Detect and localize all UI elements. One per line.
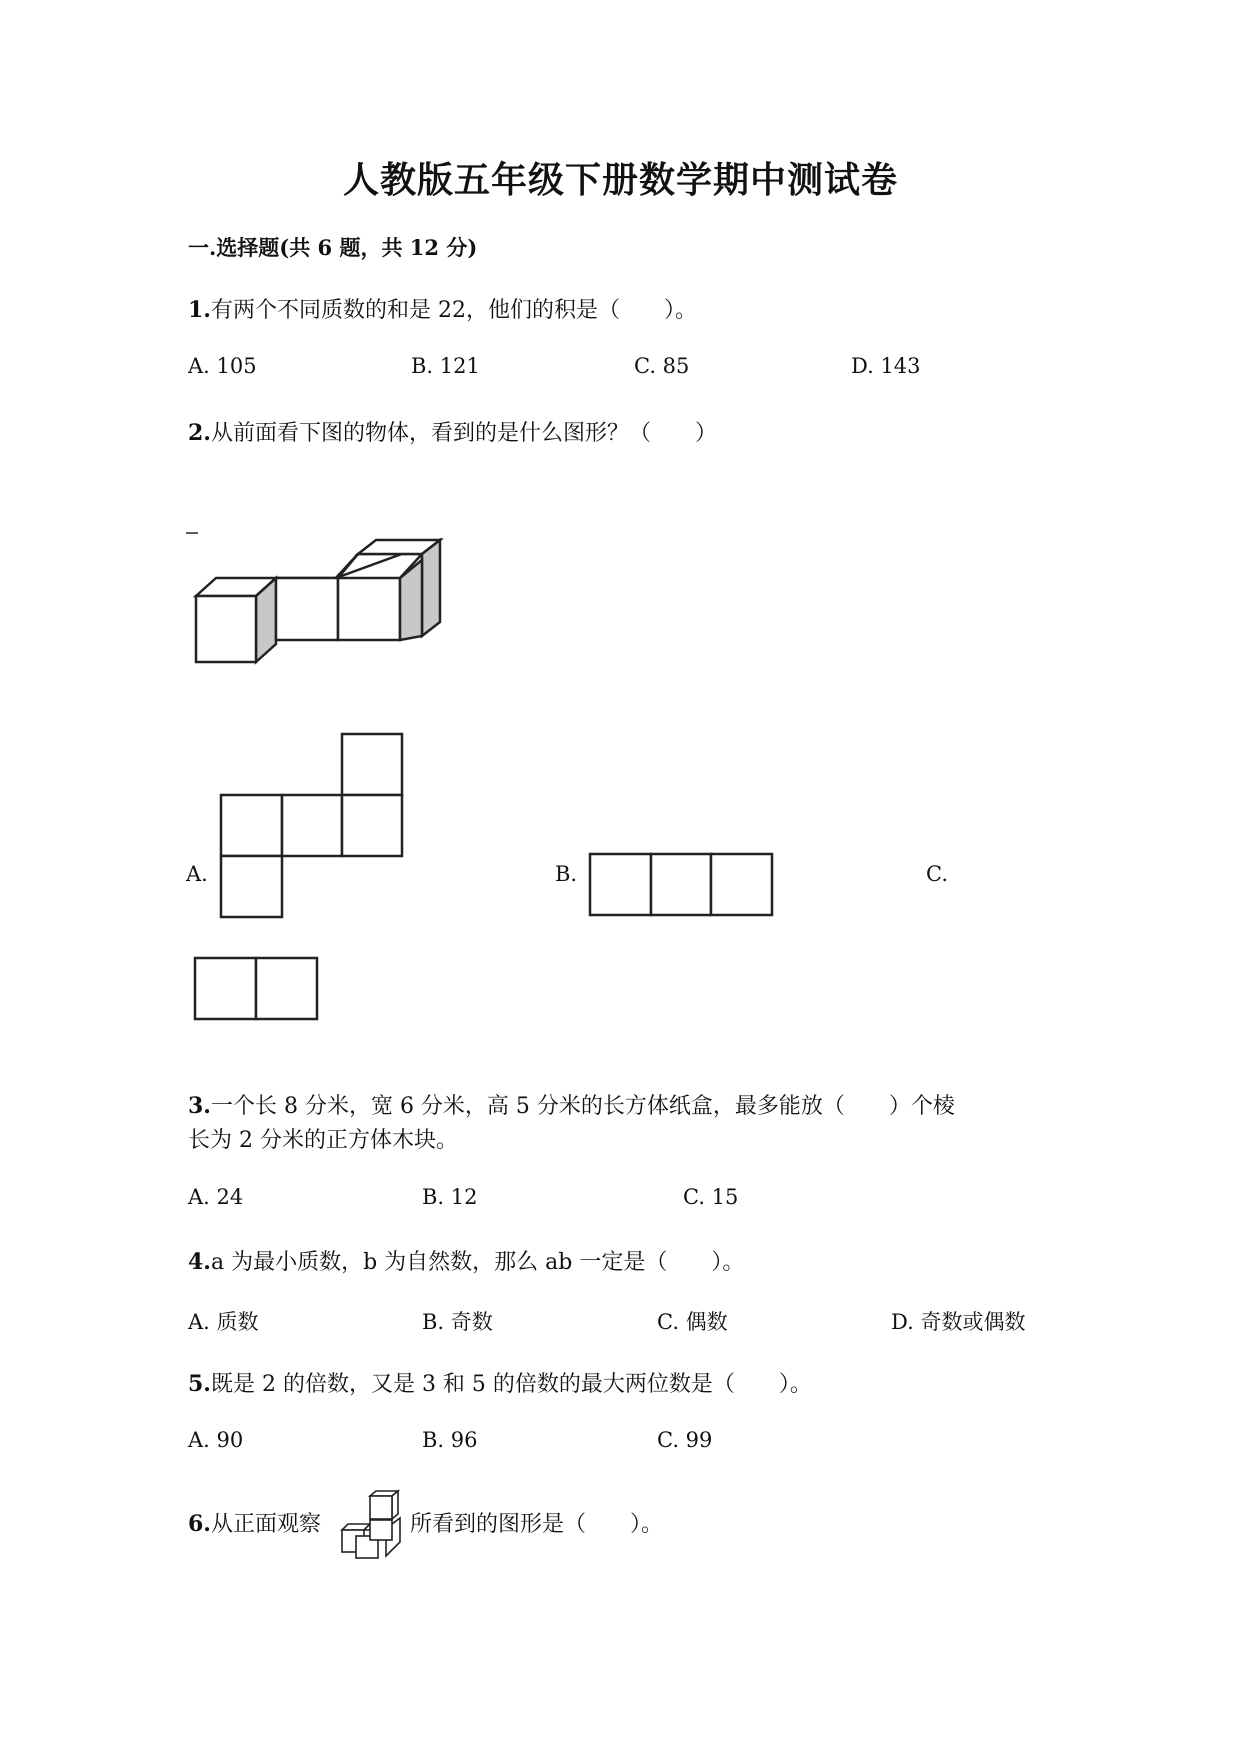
- option-a[interactable]: A. 质数: [188, 1310, 259, 1334]
- page-title: 人教版五年级下册数学期中测试卷: [342, 159, 898, 201]
- option-c[interactable]: C. 偶数: [657, 1310, 728, 1334]
- option-a[interactable]: A.: [186, 862, 208, 886]
- option-a[interactable]: A. 90: [188, 1428, 244, 1452]
- cube-figure-q2: [186, 530, 456, 670]
- question-number: 2.: [188, 420, 211, 446]
- question-2: [188, 416, 717, 447]
- question-text: 一个长 8 分米，宽 6 分米，高 5 分米的长方体纸盒，最多能放（ ）个棱: [210, 1094, 955, 1119]
- option-c[interactable]: C. 85: [634, 354, 690, 378]
- option-b[interactable]: B. 96: [422, 1428, 478, 1452]
- question-5: [188, 1367, 812, 1398]
- option-a[interactable]: A. 105: [188, 354, 257, 378]
- cube-figure-q6: [340, 1490, 406, 1562]
- option-a-figure[interactable]: [218, 733, 408, 923]
- option-b[interactable]: B. 121: [411, 354, 480, 378]
- option-d[interactable]: D. 奇数或偶数: [891, 1310, 1026, 1334]
- question-1: [188, 293, 697, 324]
- question-text-before: 从正面观察: [210, 1512, 321, 1537]
- question-number: 1.: [188, 297, 211, 323]
- question-4: [188, 1245, 744, 1276]
- option-b[interactable]: B. 奇数: [422, 1310, 493, 1334]
- question-number: 5.: [188, 1371, 211, 1397]
- question-3-line2: 长为 2 分米的正方体木块。: [188, 1128, 458, 1153]
- option-b[interactable]: B. 12: [422, 1185, 478, 1209]
- question-number: 3.: [188, 1093, 211, 1119]
- question-3: [188, 1089, 955, 1120]
- option-b-figure[interactable]: [588, 852, 778, 918]
- question-number: 4.: [188, 1249, 211, 1275]
- question-text: 有两个不同质数的和是 22，他们的积是（ ）。: [210, 298, 697, 323]
- option-d[interactable]: D. 143: [851, 354, 921, 378]
- question-6: [188, 1507, 321, 1538]
- option-c[interactable]: C.: [926, 862, 948, 886]
- question-text: 既是 2 的倍数，又是 3 和 5 的倍数的最大两位数是（ ）。: [210, 1372, 812, 1397]
- option-c[interactable]: C. 99: [657, 1428, 713, 1452]
- option-c[interactable]: C. 15: [683, 1185, 739, 1209]
- option-a[interactable]: A. 24: [188, 1185, 244, 1209]
- question-number: 6.: [188, 1511, 211, 1537]
- question-6-text-after: 所看到的图形是（ ）。: [410, 1512, 664, 1537]
- option-b[interactable]: B.: [555, 862, 578, 886]
- option-c-figure[interactable]: [193, 956, 323, 1022]
- question-text: a 为最小质数，b 为自然数，那么 ab 一定是（ ）。: [210, 1250, 745, 1275]
- question-text: 从前面看下图的物体，看到的是什么图形？（ ）: [210, 421, 717, 446]
- section-heading: 一.选择题(共 6 题，共 12 分): [188, 235, 478, 260]
